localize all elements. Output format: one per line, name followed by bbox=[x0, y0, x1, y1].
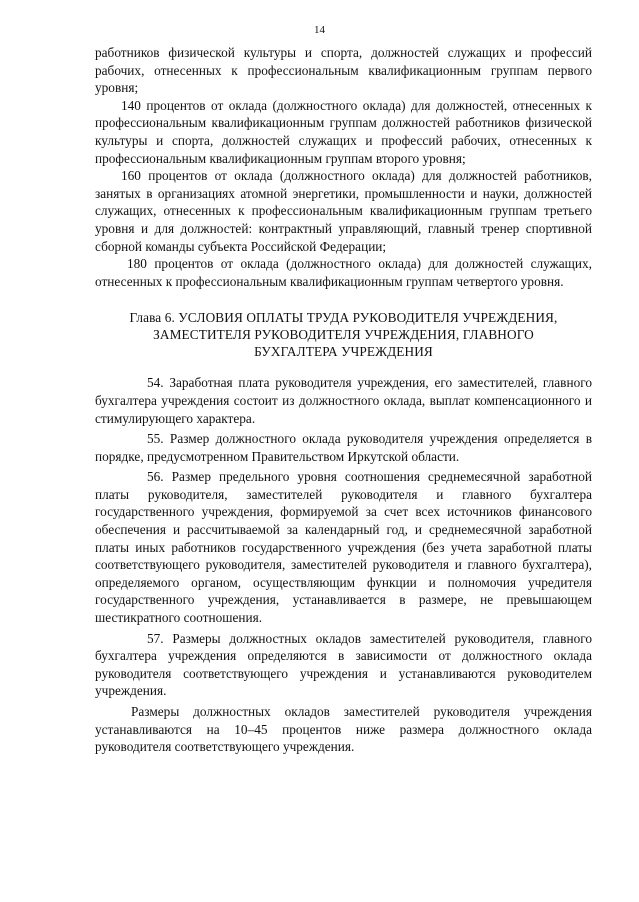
document-body bbox=[95, 44, 592, 756]
paragraph-deputy-salaries: Размеры должностных окладов заместителей руководителя учреждения устанавливаются на 10–45 процентов ниже размера должностного оклада руководителя соответствующего учреждения. bbox=[95, 704, 592, 755]
paragraph-180-percent: 180 процентов от оклада (должностного оклада) для должностей служащих, отнесенных к профессиональным квалификационным группам четвертого уровня. bbox=[95, 256, 592, 289]
paragraph-continuation: работников физической культуры и спорта, должностей служащих и профессий рабочих, отнесенных к профессиональным квалификационным группам первого уровня; bbox=[95, 45, 592, 96]
paragraph-57: 57. Размеры должностных окладов заместителей руководителя, главного бухгалтера учреждения определяются в зависимости от должностного оклада руководителя соответствующего учреждения и устанавливаются руководителем учреждения. bbox=[95, 630, 592, 699]
paragraph-56: 56. Размер предельного уровня соотношения среднемесячной заработной платы руководителя, заместителей руководителя и главного бухгалтера государственного учреждения, формируемой за счет всех источников финансового обеспечения и рассчитываемой за календарный год, и среднемесячной заработной платы иных работников государственного учреждения (без учета заработной платы соответствующего руководителя, заместителей руководителя и главного бухгалтера), определяемого органом, осуществляющим функции и полномочия учредителя государственного учреждения, устанавливается в размере, не превышающем шестикратного соотношения. bbox=[95, 469, 592, 626]
chapter-heading-line: ЗАМЕСТИТЕЛЯ РУКОВОДИТЕЛЯ УЧРЕЖДЕНИЯ, ГЛАВНОГО bbox=[153, 327, 534, 343]
paragraph-140-percent: 140 процентов от оклада (должностного оклада) для должностей, отнесенных к профессиональным квалификационным группам должностей работников физической культуры и спорта, должностей служащих и профессий рабочих, отнесенных к профессиональным квалификационным группам второго уровня; bbox=[95, 97, 592, 166]
paragraph-55: 55. Размер должностного оклада руководителя учреждения определяется в порядке, предусмотренном Правительством Иркутской области. bbox=[95, 431, 592, 464]
chapter-heading bbox=[95, 309, 592, 360]
chapter-heading-line: Глава 6. УСЛОВИЯ ОПЛАТЫ ТРУДА РУКОВОДИТЕЛЯ УЧРЕЖДЕНИЯ, bbox=[129, 310, 558, 326]
paragraph-54: 54. Заработная плата руководителя учреждения, его заместителей, главного бухгалтера учреждения состоит из должностного оклада, выплат компенсационного и стимулирующего характера. bbox=[95, 375, 592, 426]
page-number: 14 bbox=[314, 24, 325, 36]
paragraph-160-percent: 160 процентов от оклада (должностного оклада) для должностей работников, занятых в организациях атомной энергетики, промышленности и науки, должностей служащих, отнесенных к профессиональным квалификационным группам третьего уровня и для должностей: контрактный управляющий, главный тренер спортивной сборной команды субъекта Российской Федерации; bbox=[95, 168, 592, 254]
chapter-heading-line: БУХГАЛТЕРА УЧРЕЖДЕНИЯ bbox=[254, 344, 433, 360]
